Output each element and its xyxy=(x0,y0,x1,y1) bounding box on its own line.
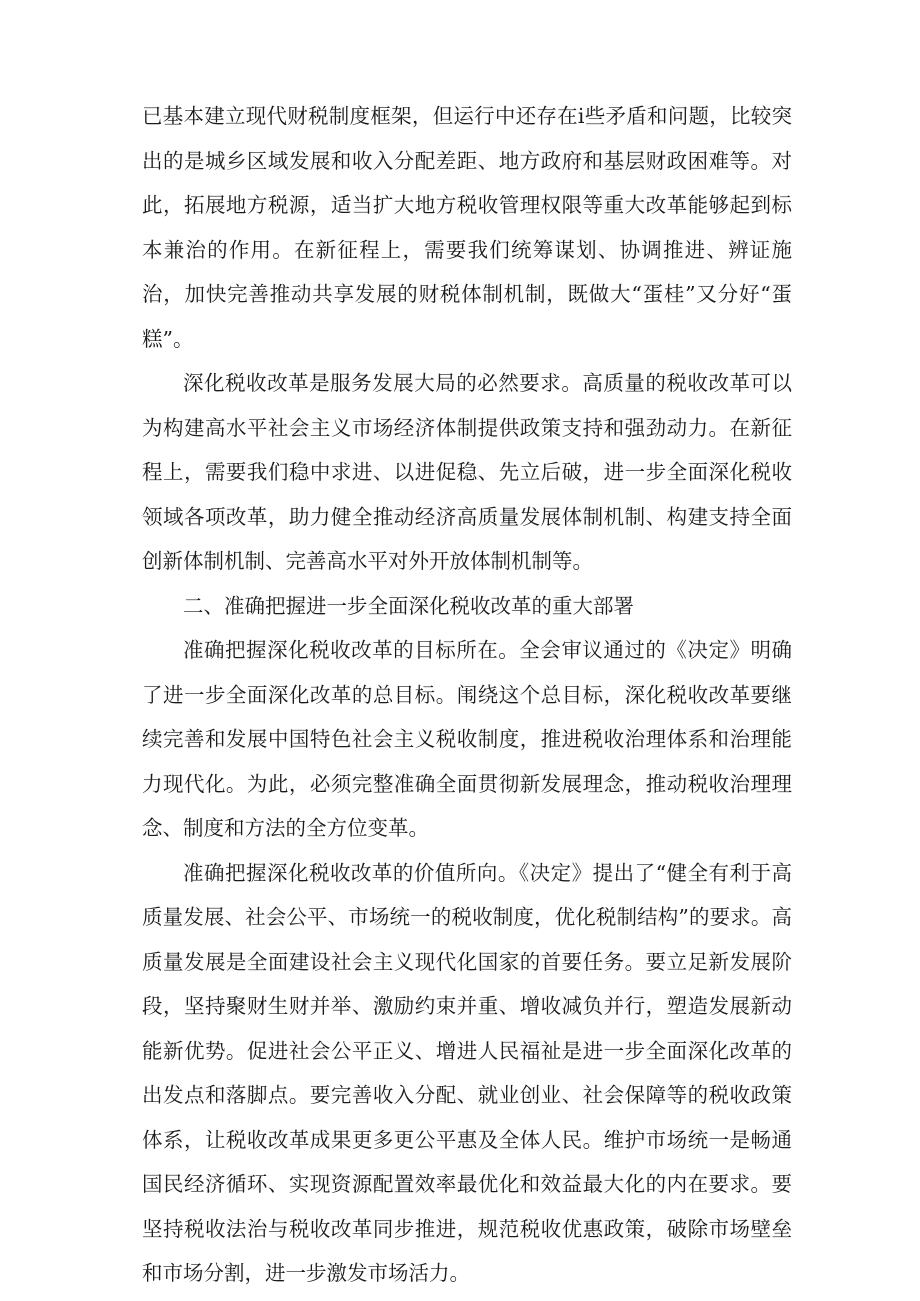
section-heading: 二、准确把握进一步全面深化税收改革的重大部署 xyxy=(183,593,634,618)
paragraph-reform-value: 准确把握深化税收改革的价值所向。《决定》提出了“健全有利于高质量发展、社会公平、市场统一的税收制度，优化税制结构”的要求。高质量发展是全面建设社会主义现代化国家的首要任务。要立足新发展阶段，坚持聚财生财并举、激励约束并重、增收减负并行，塑造发展新动能新优势。促进社会公平正义、增进人民福祉是进一步全面深化改革的出发点和落脚点。要完善收入分配、就业创业、社会保障等的税收政策体系，让税收改革成果更多更公平惠及全体人民。维护市场统一是畅通国民经济循环、实现资源配置效率最优化和效益最大化的内在要求。要坚持税收法治与税收改革同步推进，规范税收优惠政策，破除市场壁垒和市场分割，进一步激发市场活力。 xyxy=(142,860,792,1285)
document-page xyxy=(142,94,792,1296)
paragraph-reform-goal: 准确把握深化税收改革的目标所在。全会审议通过的《决定》明确了进一步全面深化改革的总目标。闱绕这个总目标，深化税收改革要继续完善和发展中国特色社会主义税收制度，推进税收治理体系和治理能力现代化。为此，必须完整准确全面贯彻新发展理念，推动税收治理理念、制度和方法的全方位变革。 xyxy=(142,638,792,840)
paragraph-continuation: 已基本建立现代财税制度框架，但运行中还存在i些矛盾和问题，比较突出的是城乡区域发展和收入分配差距、地方政府和基层财政困难等。对此，拓展地方税源，适当扩大地方税收管理权限等重大改革能够起到标本兼治的作用。在新征程上，需要我们统筹谋划、协调推进、辨证施治，加快完善推动共享发展的财税体制机制，既做大“蛋桂”又分好“蛋糕”。 xyxy=(142,104,792,351)
paragraph-tax-reform-development: 深化税收改革是服务发展大局的必然要求。高质量的税收改革可以为构建高水平社会主义市场经济体制提供政策支持和强劲动力。在新征程上，需要我们稳中求进、以进促稳、先立后破，进一步全面深化税收领域各项改革，助力健全推动经济高质量发展体制机制、构建支持全面创新体制机制、完善高水平对外开放体制机制等。 xyxy=(142,371,792,573)
